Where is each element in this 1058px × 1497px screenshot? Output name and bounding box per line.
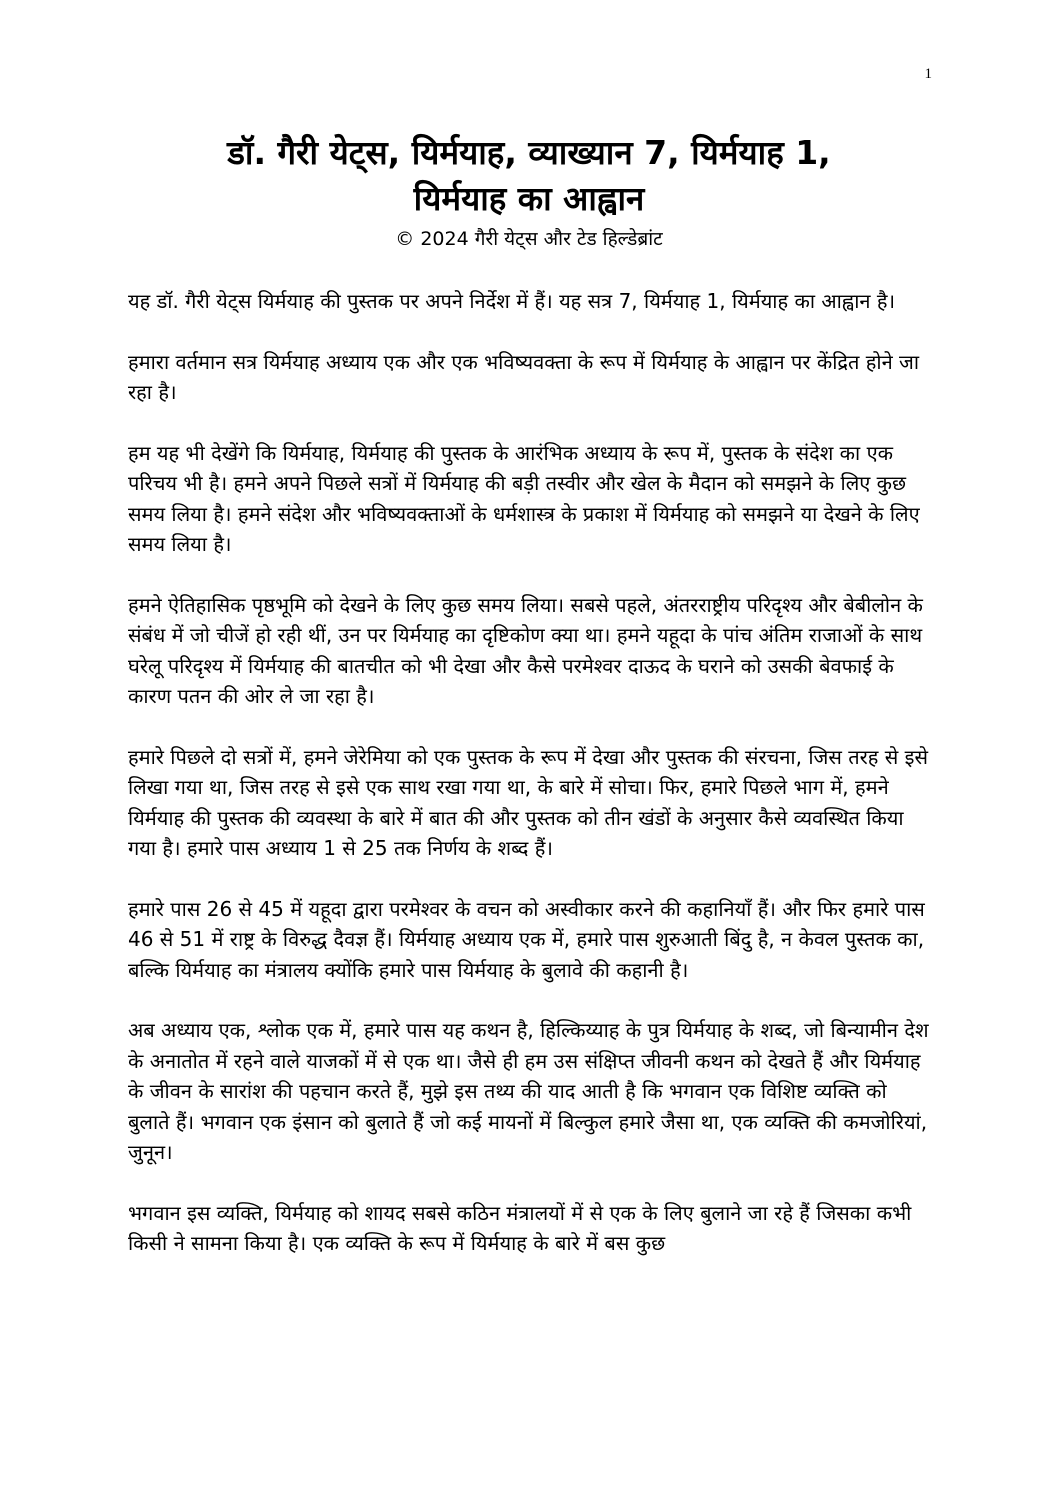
paragraph: अब अध्याय एक, श्लोक एक में, हमारे पास यह कथन है, हिल्किय्याह के पुत्र यिर्मयाह के शब्द, जो बिन्यामीन देश के अनातोत में रहने वाले याजकों में से एक था। जैसे ही हम उस संक्षिप्त जीवनी कथन को देखते हैं और यिर्मयाह के जीवन के सारांश की पहचान करते हैं, मुझे इस तथ्य की याद आती है कि भगवान एक विशिष्ट व्यक्ति को बुलाते हैं। भगवान एक इंसान को बुलाते हैं जो कई मायनों में बिल्कुल हमारे जैसा था, एक व्यक्ति की कमजोरियां, जुनून। — [128, 1018, 929, 1164]
title-line-2: यिर्मयाह का आह्वान — [413, 179, 645, 218]
paragraph: हमने ऐतिहासिक पृष्ठभूमि को देखने के लिए कुछ समय लिया। सबसे पहले, अंतरराष्ट्रीय परिदृश्य और बेबीलोन के संबंध में जो चीजें हो रही थीं, उन पर यिर्मयाह का दृष्टिकोण क्या था। हमने यहूदा के पांच अंतिम राजाओं के साथ घरेलू परिदृश्य में यिर्मयाह की बातचीत को भी देखा और कैसे परमेश्वर दाऊद के घराने को उसकी बेवफाई के कारण पतन की ओर ले जा रहा है। — [128, 592, 923, 708]
paragraph: हमारे पास 26 से 45 में यहूदा द्वारा परमेश्वर के वचन को अस्वीकार करने की कहानियाँ हैं। और फिर हमारे पास 46 से 51 में राष्ट्र के विरुद्ध दैवज्ञ हैं। यिर्मयाह अध्याय एक में, हमारे पास शुरुआती बिंदु है, न केवल पुस्तक का, बल्कि यिर्मयाह का मंत्रालय क्योंकि हमारे पास यिर्मयाह के बुलावे की कहानी है। — [128, 896, 925, 982]
document-title — [120, 130, 938, 222]
paragraph: हमारा वर्तमान सत्र यिर्मयाह अध्याय एक और एक भविष्यवक्ता के रूप में यिर्मयाह के आह्वान पर केंद्रित होने जा रहा है। — [128, 349, 920, 404]
page-number: 1 — [924, 66, 932, 82]
paragraph: हमारे पिछले दो सत्रों में, हमने जेरेमिया को एक पुस्तक के रूप में देखा और पुस्तक की संरचना, जिस तरह से इसे लिखा गया था, जिस तरह से इसे एक साथ रखा गया था, के बारे में सोचा। फिर, हमारे पिछले भाग में, हमने यिर्मयाह की पुस्तक की व्यवस्था के बारे में बात की और पुस्तक को तीन खंडों के अनुसार कैसे व्यवस्थित किया गया है। हमारे पास अध्याय 1 से 25 तक निर्णय के शब्द हैं। — [128, 744, 929, 860]
title-line-1: डॉ. गैरी येट्स, यिर्मयाह, व्याख्यान 7, यिर्मयाह 1, — [227, 133, 831, 172]
paragraph: यह डॉ. गैरी येट्स यिर्मयाह की पुस्तक पर अपने निर्देश में हैं। यह सत्र 7, यिर्मयाह 1, यिर्मयाह का आह्वान है। — [128, 289, 896, 313]
paragraph: भगवान इस व्यक्ति, यिर्मयाह को शायद सबसे कठिन मंत्रालयों में से एक के लिए बुलाने जा रहे हैं जिसका कभी किसी ने सामना किया है। एक व्यक्ति के रूप में यिर्मयाह के बारे में बस कुछ — [128, 1200, 912, 1255]
copyright-notice: © 2024 गैरी येट्स और टेड हिल्डेब्रांट — [395, 228, 663, 250]
paragraph: हम यह भी देखेंगे कि यिर्मयाह, यिर्मयाह की पुस्तक के आरंभिक अध्याय के रूप में, पुस्तक के संदेश का एक परिचय भी है। हमने अपने पिछले सत्रों में यिर्मयाह की बड़ी तस्वीर और खेल के मैदान को समझने के लिए कुछ समय लिया है। हमने संदेश और भविष्यवक्ताओं के धर्मशास्त्र के प्रकाश में यिर्मयाह को समझने या देखने के लिए समय लिया है। — [128, 440, 920, 556]
document-body — [128, 286, 934, 1289]
